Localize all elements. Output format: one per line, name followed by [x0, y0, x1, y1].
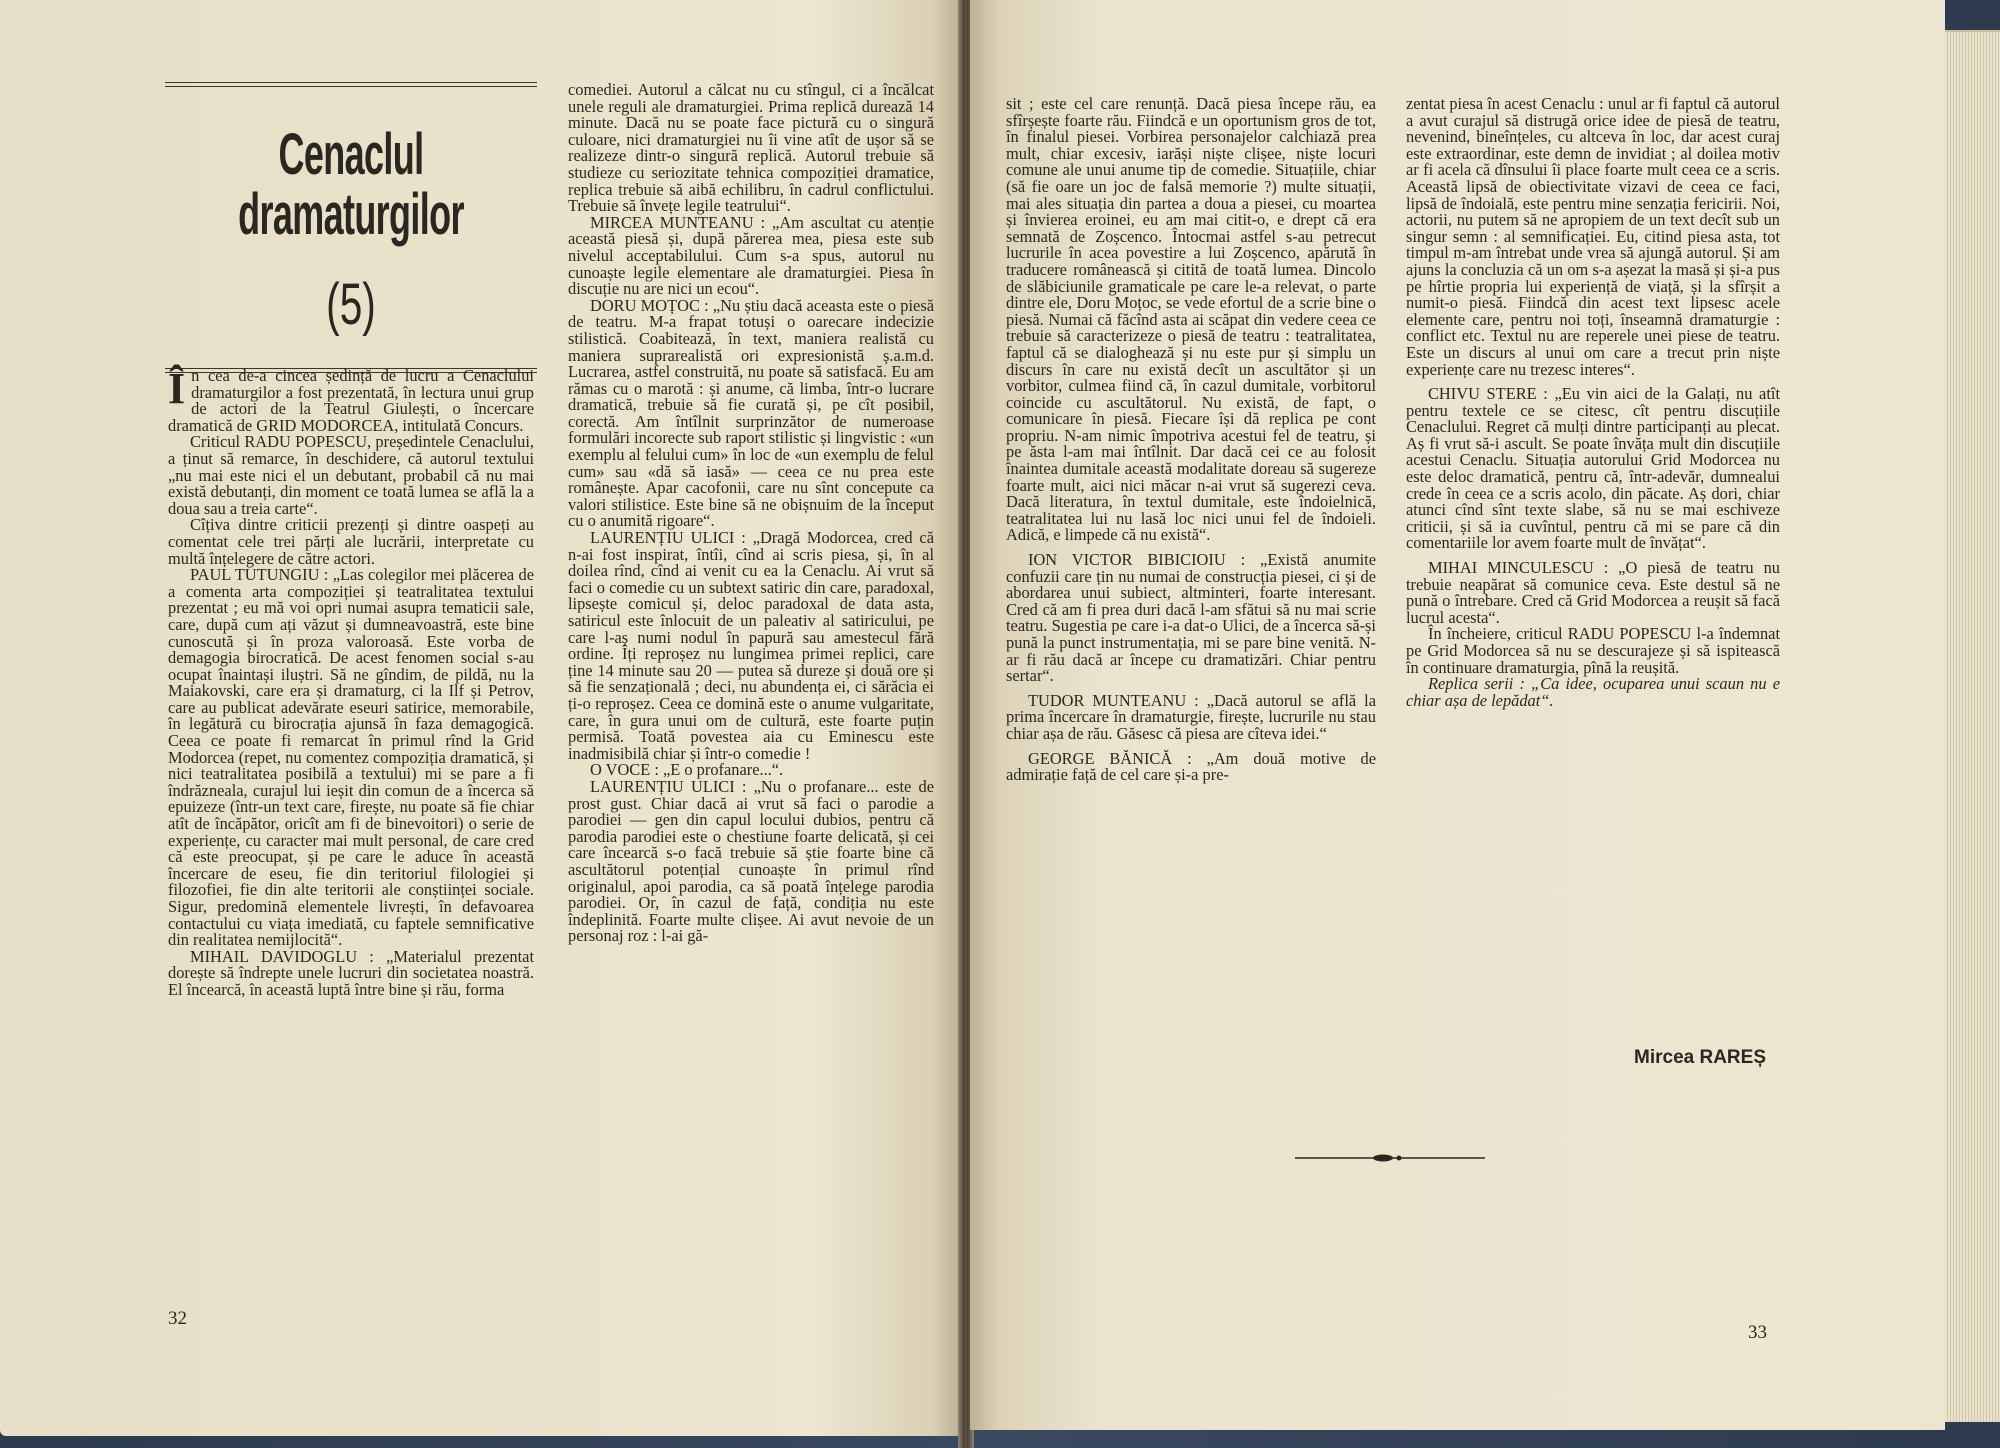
article-title-line2: dramaturgilor — [238, 182, 464, 247]
paragraph: MIRCEA MUNTEANU : „Am ascultat cu atenție această piesă și, după părerea mea, piesa este sub nivelul acceptabilului. Cum s-a spus, autorul nu cunoaște legile elementare ale dramaturgiei. Piesa în discuție nu are nici un ecou“. — [568, 212, 934, 299]
right-page — [970, 0, 1945, 1430]
paragraph: DORU MOȚOC : „Nu știu dacă aceasta este o piesă de teatru. M-a frapat totuși o oarecare indecizie stilistică. Coabitează, în text, maniera realistă cu maniera suprarealistă ori expresionistă ș.a.m.d. Lucrarea, astfel construită, nu poate să satisfacă. Eu am rămas cu o marotă : și anume, că limba, într-o lucrare dramatică, trebuie să fie curată și, pe cît posibil, corectă. Am întîlnit surprinzător de numeroase formulări incorecte sub raport stilistic și lingvistic : «un exemplu al felului cum» în loc de «un exemplu de felul cum» sau «dă să iasă» — ceea ce nu prea este românește. Apar cacofonii, care nu sînt concepute ca valori stilistice. Este bine să ne obișnuim de la început cu o anumită rigoare“. — [568, 295, 934, 531]
title-rule-top — [165, 82, 537, 87]
article-title-line1: Cenaclul — [278, 122, 424, 187]
page-number-right: 33 — [1748, 1322, 1767, 1343]
paragraph: CHIVU STERE : „Eu vin aici de la Galați, nu atît pentru textele ce se citesc, cît pentru discuțiile Cenaclului. Regret că mulți dintre participanți au plecat. Aș fi vrut să-i ascult. Se poate învăța mult din discuțiile acestui Cenaclu. Situația autorului Grid Modorcea nu este deloc dramatică, pentru că, într-adevăr, dumnealui crede în ceea ce a scris acolo, din păcate. Aș dori, chiar atunci cînd sînt texte slabe, să nu se mai eschiveze criticii, și să ia cuvîntul, pentru că mi se pare că din comentariile lor avem foarte mult de învățat“. — [1406, 384, 1780, 553]
ornament-divider — [1295, 1152, 1485, 1164]
replica-paragraph: Replica serii : „Ca idee, ocuparea unui scaun nu e chiar așa de lepădat“. — [1406, 674, 1780, 710]
paragraph: O VOCE : „E o profanare...“. — [590, 760, 784, 780]
paragraph: sit ; este cel care renunță. Dacă piesa începe rău, ea sfîrșește foarte rău. Fiindcă e un oportunism gros de tot, în finalul piesei. Vorbirea personajelor calchiază prea mult, chiar excesiv, iarăși niște clișee, niște locuri comune ale unui anume tip de comedie. Situațiile, chiar (să fie oare un joc de falsă memorie ?) multe situații, mai ales situația din partea a doua a piesei, cu moartea și învierea eroinei, eu am mai citit-o, e drept că era semnată de Zoșcenco. Întocmai astfel s-au petrecut lucrurile în acea povestire a lui Zoșcenco, apărută în traducere românească și citită de toată lumea. Dincolo de slăbiciunile gramaticale pe care le-a relevat, o parte dintre ele, Doru Moțoc, se vede efortul de a scrie bine o piesă. Numai că făcînd asta ai scăpat din vedere ceea ce trebuie să caracterizeze o piesă de teatru : teatralitatea, faptul că se dialoghează și nu este pur și simplu un discurs în care nu există decît un ascultător și un vorbitor, culmea fiind că, în cazul dumitale, vorbitorul coincide cu ascultătorul. Nu există, de fapt, o comunicare în piesă. Fiecare își dă replica pe cont propriu. N-am nimic împotriva acestui fel de teatru, și pe ăsta l-am mai întîlnit. Dar dacă cei ce au folosit înaintea dumitale această modalitate doreau să sugereze foarte mult, aici nici măcar n-ai vrut să sugerezi ceva. Dacă literatura, în textul dumitale, este îndoielnică, teatralitatea lui nu lasă loc nici unui fel de îndoieli. Adică, e limpede că nu există“. — [1006, 94, 1376, 545]
paragraph: LAURENȚIU ULICI : „Nu o profanare... este de prost gust. Chiar dacă ai vrut să faci o parodie a parodiei — gen din capul locului dubios, pentru că parodia parodiei este o chestiune foarte delicată, și cei care încearcă s-o facă trebuie să știe foarte bine că ascultătorul potențial cunoaște în primul rînd originalul, apoi parodia, ca să poată înțelege parodia parodiei. Or, în cazul de față, condiția nu este îndeplinită. Foarte multe clișee. Ai avut nevoie de un personaj roz : l-ai gă- — [568, 776, 934, 946]
paragraph: MIHAI MINCULESCU : „O piesă de teatru nu trebuie neapărat să comunice ceva. Este destul să ne pună o întrebare. Cred că Grid Modorcea a reușit să facă lucrul acesta“. — [1406, 558, 1780, 627]
paragraph: Criticul RADU POPESCU, președintele Cenaclului, a ținut să remarce, în deschidere, că autorul textului „nu mai este nici el un debutant, probabil că nu mai există debutanți, din moment ce toată lumea se află la a doua sau a treia carte“. — [168, 432, 534, 518]
paragraph: LAURENȚIU ULICI : „Dragă Modorcea, cred că n-ai fost inspirat, întîi, cînd ai scris piesa, și, în al doilea rînd, cînd ai venit cu ea la Cenaclu. Ai vrut să faci o comedie cu un subtext satiric din care, paradoxal, lipsește comicul și, deloc paradoxal de data asta, satiricul este înlocuit de un paleativ al satiricului, pe care l-aș numi nodul în papură sau amestecul fără ordine. Îți reproșez nu lungimea primei replici, care ține 14 minute sau 20 — putea să dureze și două ore și să fie senzațională ; deci, nu abundența ei, ci sărăcia ei ți-o reproșez. Ceea ce domină este o anume vulgaritate, care, în gura unui om de cultură, este foarte puțin permisă. Toată povestea aia cu Eminescu este inadmisibilă chiar și într-o comedie ! — [568, 528, 934, 763]
author-signature: Mircea RAREȘ — [1634, 1047, 1766, 1068]
left-page — [0, 0, 962, 1436]
paragraph: TUDOR MUNTEANU : „Dacă autorul se află la prima încercare în dramaturgie, firește, lucrurile nu stau chiar așa de rău. Găsesc că piesa are cîteva idei.“ — [1006, 690, 1376, 743]
column-2 — [568, 82, 934, 945]
column-3 — [1006, 96, 1376, 784]
paragraph: ION VICTOR BIBICIOIU : „Există anumite confuzii care țin nu numai de construcția piesei, ci și de abordarea unui subiect, altminteri, foarte interesant. Cred că am fi prea duri dacă l-am sfătui să nu mai scrie teatru. Sugestia pe care i-a dat-o Ulici, de a încerca să-și pună la punct instrumentația, mi se pare bine venită. N-ar fi rău dacă ar începe cu dramatizări. Chiar pentru sertar“. — [1006, 550, 1376, 686]
column-4 — [1406, 96, 1780, 709]
column-1 — [168, 364, 534, 999]
title-block — [165, 82, 537, 373]
page-edges — [1945, 30, 2000, 1422]
intro-paragraph: În cea de-a cincea ședință de lucru a Cenaclului dramaturgilor a fost prezentată, în lectura unui grup de actori de la Teatrul Giulești, o încercare dramatică de GRID MODORCEA, intitulată Concurs. — [168, 364, 534, 435]
paragraph: comediei. Autorul a călcat nu cu stîngul, ci a încălcat unele reguli ale dramaturgiei. Prima replică durează 14 minute. Dacă nu se poate face pictură cu o singură culoare, nici dramaturgiei nu îi vine atît de ușor să se realizeze dintr-o singură replică. Autorul trebuie să studieze cu seriozitate tehnica compoziției dramatice, replica trebuie să aibă echilibru, în cadrul conflictului. Trebuie să învețe legile teatrului“. — [568, 80, 934, 216]
paragraph: GEORGE BĂNICĂ : „Am două motive de admirație față de cel care și-a pre- — [1006, 748, 1376, 785]
part-number: (5) — [326, 272, 376, 337]
page-number-left: 32 — [168, 1308, 187, 1329]
paragraph: zentat piesa în acest Cenaclu : unul ar fi faptul că autorul a avut curajul să distrugă orice idee de piesă de teatru, nevenind, bineînțeles, cu altceva în loc, dar acest curaj este extraordinar, este demn de invidiat ; al doilea motiv ar fi acela că dînsului îi place foarte mult ceea ce a scris. Această lipsă de obiectivitate vizavi de ceea ce faci, lipsă de îndoială, este pentru mine senzația fericirii. Noi, actorii, nu putem să ne apropiem de un text decît sub un singur semn : al semnificației. Eu, citind piesa asta, tot timpul m-am întrebat unde vrea să ajungă autorul. Și am ajuns la concluzia că un om s-a așezat la masă și și-a pus pe hîrtie propria lui experiență de viață, și la sfîrșit a numit-o piesă. Fiindcă din acest text lipsesc acele elemente care, pentru noi toți, înseamnă dramaturgie : conflict etc. Textul nu are reperele unei piese de teatru. Este un discurs al unui om care a trecut prin niște experiențe care nu trezesc interes“. — [1406, 94, 1780, 379]
paragraph: În încheiere, criticul RADU POPESCU l-a îndemnat pe Grid Modorcea să nu se descurajeze și să ispitească în continuare dramaturgia, pînă la reușită. — [1406, 624, 1780, 677]
paragraph: Cîțiva dintre criticii prezenți și dintre oaspeți au comentat cele trei părți ale lucrării, interpretate cu multă înțelegere de către actori. — [168, 515, 534, 568]
drop-cap: Î — [168, 364, 186, 413]
paragraph: MIHAIL DAVIDOGLU : „Materialul prezentat dorește să îndrepte unele lucruri din societatea noastră. El încearcă, în această luptă între bine și rău, forma — [168, 946, 534, 999]
paragraph: PAUL TUTUNGIU : „Las colegilor mei plăcerea de a comenta arta compoziției și teatralitatea textului prezentat ; eu mă voi opri numai asupra tematicii sale, care, după cum ați văzut și dumneavoastră, este bine cunoscută și în proza valoroasă. Este vorba de demagogia birocratică. De acest fenomen social s-au ocupat înaintași iluștri. Să ne gîndim, de pildă, nu la Maiakovski, care era și dramaturg, ci la Ilf și Petrov, care au publicat adevărate eseuri satirice, memorabile, în legătură cu birocrația ajunsă în faza demagogică. Ceea ce poate fi remarcat în primul rînd la Grid Modorcea (repet, nu comentez compoziția dramatică, și nici teatralitatea posibilă a textului) mi se pare a fi îndrăzneala, curajul lui ieșit din comun de a încerca să epuizeze (într-un text care, firește, nu poate să fie chiar atît de încăpător, oricît am fi de binevoitori) o serie de experiențe, cu caracter mai mult personal, de care cred că este preocupat, și pe care le aduce în această încercare de eseu, fie din teritoriul filologiei și filozofiei, fie din alte teritorii ale conștiinței sociale. Sigur, predomină elementele livrești, în defavoarea contactului cu viața imediată, cu faptele semnificative din realitatea nemijlocită“. — [168, 565, 534, 950]
